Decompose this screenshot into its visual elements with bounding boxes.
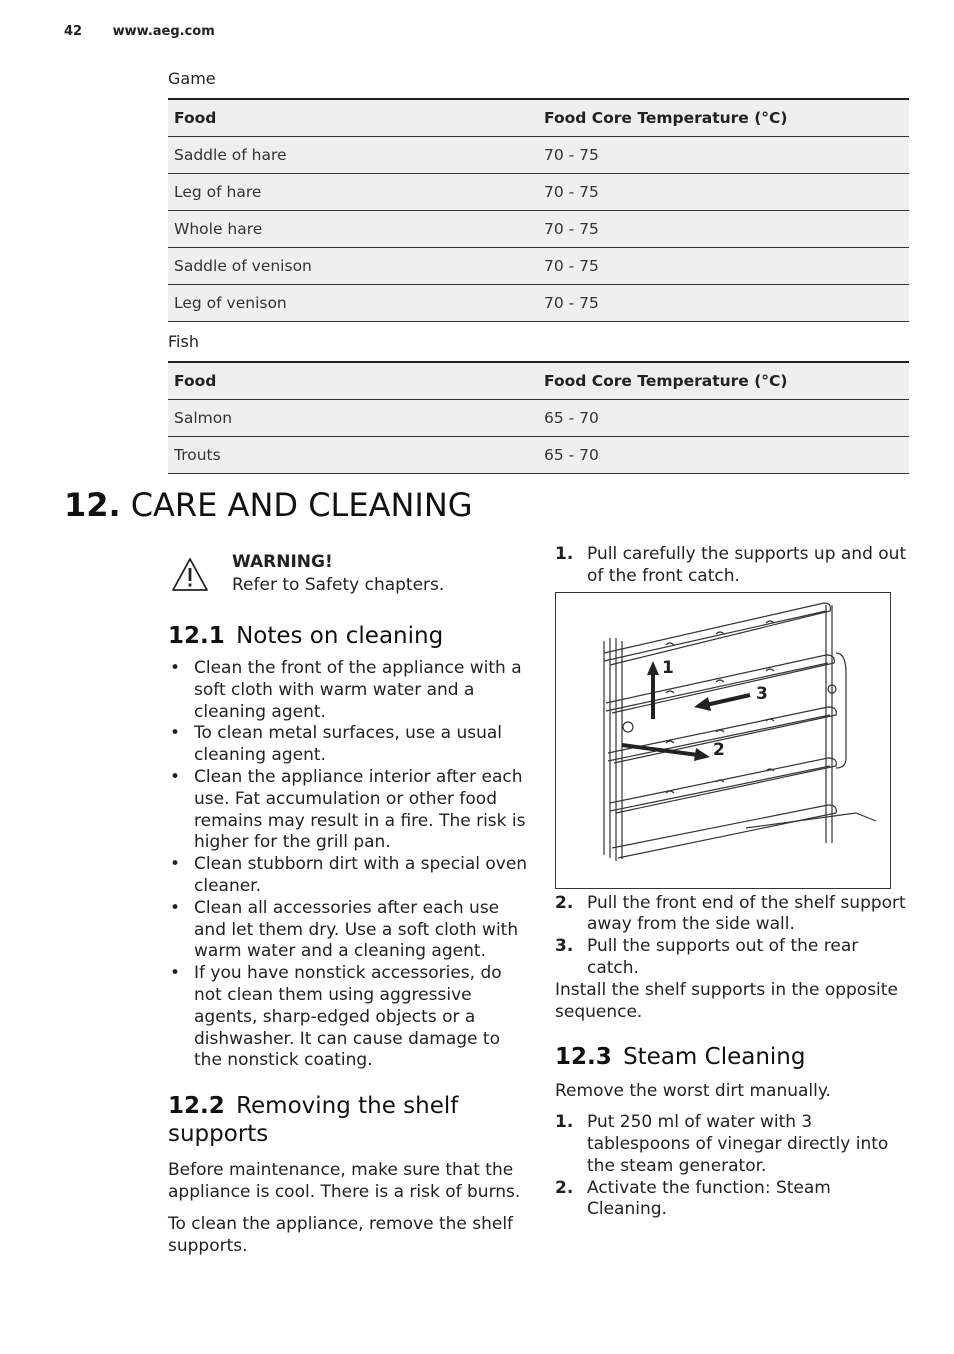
- page-number: 42: [64, 24, 83, 39]
- step-text: Pull carefully the supports up and out of the front catch.: [587, 544, 907, 586]
- list-item: • Clean the front of the appliance with a soft cloth with warm water and a cleaning agent.: [168, 658, 528, 723]
- notes-title: Notes on cleaning: [236, 623, 444, 649]
- step-text: Activate the function: Steam Cleaning.: [587, 1177, 831, 1220]
- warning-box: [168, 552, 528, 610]
- warning-text: Refer to Safety chapters.: [232, 575, 445, 595]
- steam-title: Steam Cleaning: [623, 1044, 806, 1071]
- figure-label-1: 1: [662, 657, 674, 678]
- section-title: [64, 486, 473, 524]
- temperature-cell: 70 - 75: [538, 173, 909, 210]
- game-table-caption: Game: [168, 69, 216, 88]
- step-text: Put 250 ml of water with 3 tablespoons of vinegar directly into the steam generator.: [587, 1112, 889, 1176]
- food-cell: Saddle of hare: [168, 136, 538, 173]
- table-row: [168, 136, 909, 173]
- shelf-support-figure: [555, 592, 891, 889]
- page-header: [64, 24, 215, 39]
- list-item: • If you have nonstick accessories, do not clean them using aggressive agents, sharp-edged objects or a dishwasher. It can cause damage to the nonstick coating.: [168, 963, 528, 1072]
- food-cell: Whole hare: [168, 210, 538, 247]
- step-number: 2.: [555, 892, 574, 913]
- step-number: 1.: [555, 1112, 574, 1133]
- fish-table-caption: Fish: [168, 332, 199, 351]
- list-item: [555, 1112, 915, 1177]
- temperature-cell: 70 - 75: [538, 247, 909, 284]
- table-row: [168, 436, 909, 473]
- steam-intro: Remove the worst dirt manually.: [555, 1081, 831, 1102]
- steam-number: 12.3: [555, 1044, 612, 1071]
- food-cell: Trouts: [168, 436, 538, 473]
- notes-heading: [168, 622, 528, 650]
- temperature-cell: 70 - 75: [538, 136, 909, 173]
- step-number: 3.: [555, 936, 574, 957]
- removal-steps-list-continued: [555, 893, 915, 980]
- figure-label-2: 2: [713, 739, 725, 760]
- temperature-cell: 70 - 75: [538, 284, 909, 321]
- list-item: • Clean all accessories after each use and let them dry. Use a soft cloth with warm water and a cleaning agent.: [168, 898, 528, 963]
- list-item: • To clean metal surfaces, use a usual cleaning agent.: [168, 723, 528, 767]
- removal-steps-list: [555, 544, 915, 588]
- steam-heading: [555, 1043, 915, 1071]
- figure-label-3: 3: [756, 683, 768, 704]
- section-heading: CARE AND CLEANING: [130, 486, 473, 524]
- removing-number: 12.2: [168, 1093, 225, 1120]
- table-header-row: [168, 362, 909, 399]
- list-item: [555, 1178, 915, 1222]
- column-header-temperature: Food Core Temperature (°C): [538, 362, 909, 399]
- removing-title: Removing the shelf supports: [168, 1093, 459, 1148]
- fish-table: [168, 361, 909, 474]
- warning-title: WARNING!: [232, 552, 333, 572]
- website-url: www.aeg.com: [112, 24, 215, 39]
- list-item: [555, 936, 915, 980]
- left-column: [168, 552, 528, 1257]
- column-header-temperature: Food Core Temperature (°C): [538, 99, 909, 136]
- temperature-cell: 65 - 70: [538, 399, 909, 436]
- table-row: [168, 247, 909, 284]
- step-text: Pull the supports out of the rear catch.: [587, 936, 859, 978]
- temperature-cell: 65 - 70: [538, 436, 909, 473]
- food-cell: Leg of venison: [168, 284, 538, 321]
- table-row: [168, 399, 909, 436]
- table-row: [168, 210, 909, 247]
- list-item: • Clean the appliance interior after each use. Fat accumulation or other food remains may result in a fire. The risk is higher for the grill pan.: [168, 767, 528, 854]
- step-number: 1.: [555, 544, 574, 564]
- shelf-support-illustration: [556, 593, 890, 888]
- warning-triangle-icon: [170, 556, 210, 594]
- paragraph: To clean the appliance, remove the shelf supports.: [168, 1213, 514, 1256]
- removing-heading: [168, 1092, 528, 1148]
- food-cell: Saddle of venison: [168, 247, 538, 284]
- table-header-row: [168, 99, 909, 136]
- right-column: [555, 544, 915, 1221]
- table-row: [168, 284, 909, 321]
- list-item: • Clean stubborn dirt with a special oven cleaner.: [168, 854, 528, 898]
- section-number: 12.: [64, 486, 121, 524]
- game-table: [168, 98, 909, 322]
- table-row: [168, 173, 909, 210]
- paragraph: Before maintenance, make sure that the appliance is cool. There is a risk of burns.: [168, 1160, 521, 1202]
- steam-steps-list: [555, 1112, 915, 1221]
- list-item: [555, 544, 915, 588]
- install-note: Install the shelf supports in the opposite sequence.: [555, 979, 898, 1022]
- step-number: 2.: [555, 1177, 574, 1198]
- list-item: [555, 893, 915, 937]
- food-cell: Salmon: [168, 399, 538, 436]
- temperature-cell: 70 - 75: [538, 210, 909, 247]
- step-text: Pull the front end of the shelf support away from the side wall.: [587, 892, 906, 935]
- notes-number: 12.1: [168, 623, 225, 649]
- column-header-food: Food: [168, 362, 538, 399]
- notes-list: [168, 658, 528, 1072]
- food-cell: Leg of hare: [168, 173, 538, 210]
- column-header-food: Food: [168, 99, 538, 136]
